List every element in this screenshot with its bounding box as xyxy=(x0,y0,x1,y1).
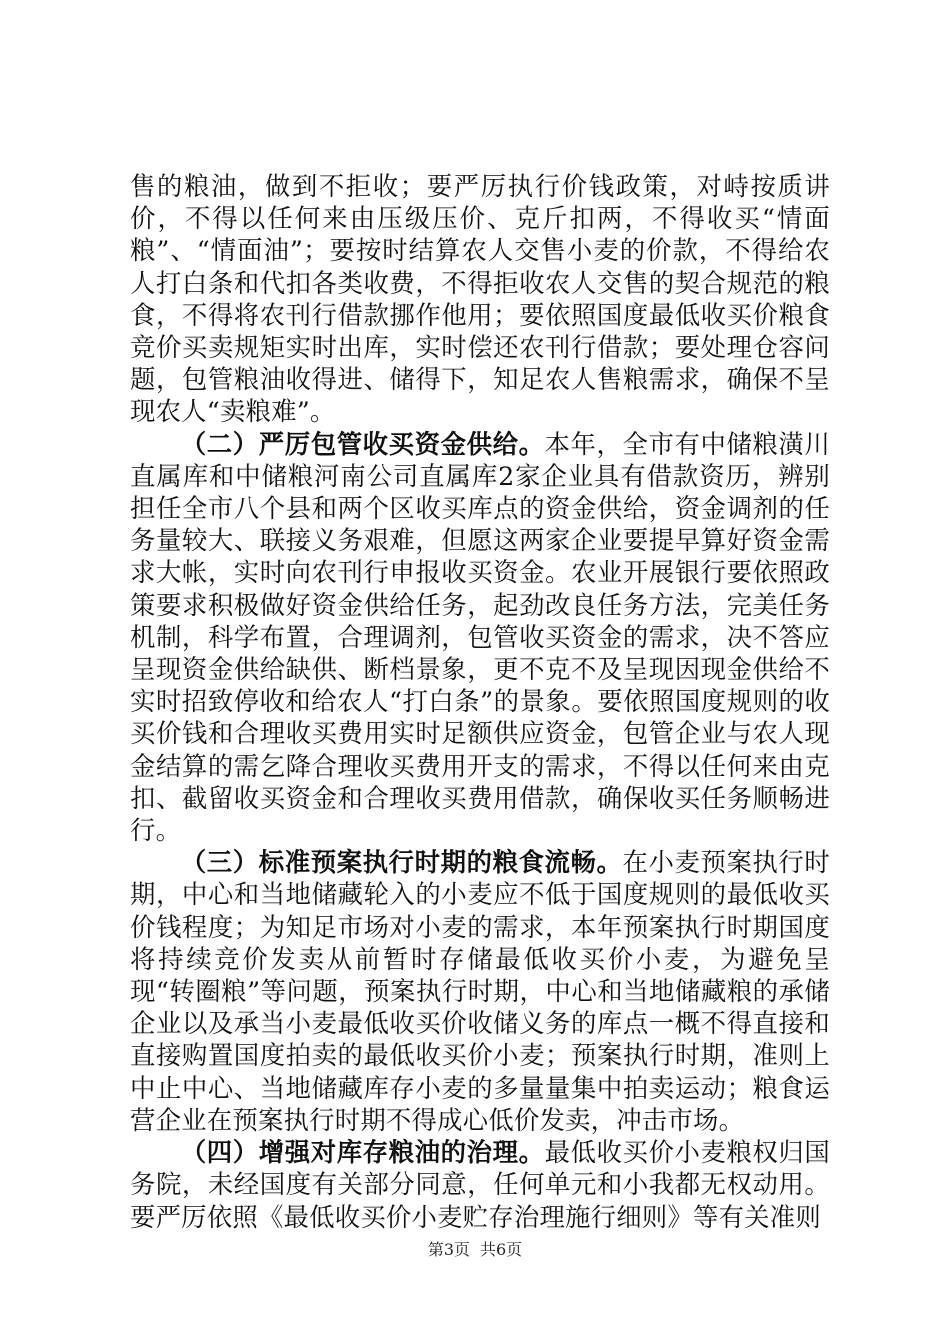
page-footer xyxy=(0,1240,950,1260)
section-heading: （三）标准预案执行时期的粮食流畅。 xyxy=(180,847,623,878)
paragraph-section-4 xyxy=(130,1136,830,1233)
section-heading: （二）严厉包管收买资金供给。 xyxy=(180,428,545,459)
page-number: 第3页 xyxy=(427,1240,470,1259)
paragraph-text: 最低收买价小麦粮权归国务院，未经国度有关部分同意，任何单元和小我都无权动用。要严厉依照《最低收买价小麦贮存治理施行细则》等有关准则 xyxy=(130,1137,830,1232)
paragraph-text: 售的粮油，做到不拒收；要严厉执行价钱政策，对峙按质讲价，不得以任何来由压级压价、克斤扣两，不得收买“情面粮”、“情面油”；要按时结算农人交售小麦的价款，不得给农人打白条和代扣各类收费，不得拒收农人交售的契合规范的粮食，不得将农刊行借款挪作他用；要依照国度最低收买价粮食竞价买卖规矩实时出库，实时偿还农刊行借款；要处理仓容问题，包管粮油收得进、储得下，知足农人售粮需求，确保不呈现农人“卖粮难”。 xyxy=(130,171,830,427)
paragraph-text: 在小麦预案执行时期，中心和当地储藏轮入的小麦应不低于国度规则的最低收买价钱程度；为知足市场对小麦的需求，本年预案执行时期国度将持续竞价发卖从前暂时存储最低收买价小麦，为避免呈现“转圈粮”等问题，预案执行时期，中心和当地储藏粮的承储企业以及承当小麦最低收买价收储义务的库点一概不得直接和直接购置国度拍卖的最低收买价小麦；预案执行时期，准则上中止中心、当地储藏库存小麦的多量量集中拍卖运动；粮食运营企业在预案执行时期不得成心低价发卖，冲击市场。 xyxy=(130,847,830,1135)
section-heading: （四）增强对库存粮油的治理。 xyxy=(180,1137,545,1168)
paragraph-section-2 xyxy=(130,428,830,847)
document-body xyxy=(130,170,830,1233)
paragraph-continuation xyxy=(130,170,830,428)
page-total: 共6页 xyxy=(480,1240,523,1259)
paragraph-section-3 xyxy=(130,846,830,1136)
paragraph-text: 本年，全市有中储粮潢川直属库和中储粮河南公司直属库2家企业具有借款资历，辨别担任全市八个县和两个区收买库点的资金供给，资金调剂的任务量较大、联接义务艰难，但愿这两家企业要提早算好资金需求大帐，实时向农刊行申报收买资金。农业开展银行要依照政策要求积极做好资金供给任务，起劲改良任务方法，完美任务机制，科学布置，合理调剂，包管收买资金的需求，决不答应呈现资金供给缺供、断档景象，更不克不及呈现因现金供给不实时招致停收和给农人“打白条”的景象。要依照国度规则的收买价钱和合理收买费用实时足额供应资金，包管企业与农人现金结算的需乞降合理收买费用开支的需求，不得以任何来由克扣、截留收买资金和合理收买费用借款，确保收买任务顺畅进行。 xyxy=(130,428,830,846)
